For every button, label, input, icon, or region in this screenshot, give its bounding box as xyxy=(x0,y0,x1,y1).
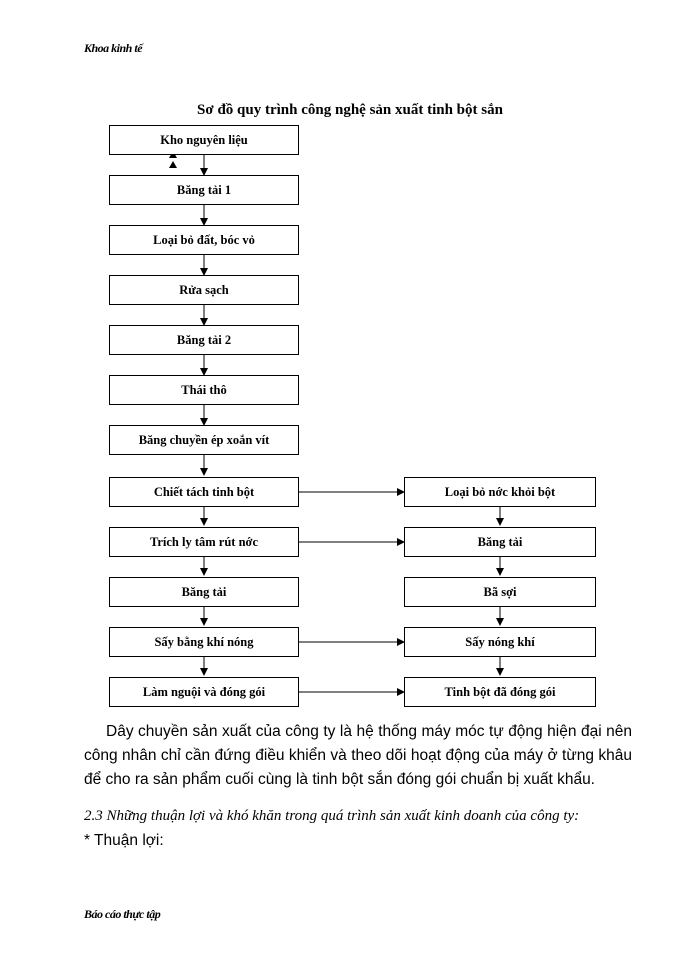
flow-step-conveyor-1: Băng tải 1 xyxy=(109,175,299,205)
flow-step-screw-press: Băng chuyền ép xoắn vít xyxy=(109,425,299,455)
flow-step-hot-drying: Sấy nóng khí xyxy=(404,627,596,657)
flow-step-right-conveyor: Băng tải xyxy=(404,527,596,557)
bullet-advantages: * Thuận lợi: xyxy=(84,832,164,849)
flow-step-remove-soil-peel: Loại bỏ đất, bóc vỏ xyxy=(109,225,299,255)
flow-step-cool-and-pack: Làm nguội và đóng gói xyxy=(109,677,299,707)
diagram-title: Sơ đồ quy trình công nghệ sản xuất tinh bột sắn xyxy=(197,102,503,118)
flow-step-fiber-residue: Bã sợi xyxy=(404,577,596,607)
flow-step-raw-material-storage: Kho nguyên liệu xyxy=(109,125,299,155)
page-header: Khoa kinh tế xyxy=(84,41,143,55)
flow-step-centrifuge: Trích ly tâm rút nớc xyxy=(109,527,299,557)
flow-step-washing: Rửa sạch xyxy=(109,275,299,305)
flow-step-coarse-slicing: Thái thô xyxy=(109,375,299,405)
section-heading: 2.3 Những thuận lợi và khó khăn trong quá trình sản xuất kinh doanh của công ty: xyxy=(84,808,580,824)
flow-step-conveyor-2: Băng tải 2 xyxy=(109,325,299,355)
page-footer: Báo cáo thực tập xyxy=(84,907,161,921)
flow-step-remove-water: Loại bỏ nớc khỏi bột xyxy=(404,477,596,507)
flow-step-packed-starch: Tinh bột đã đóng gói xyxy=(404,677,596,707)
body-paragraph: Dây chuyền sản xuất của công ty là hệ thống máy móc tự động hiện đại nên công nhân chỉ cần đứng điều khiển và theo dõi hoạt động của máy ở từng khâu để cho ra sản phẩm cuối cùng là tinh bột sắn đóng gói chuẩn bị xuất khẩu. xyxy=(84,723,632,788)
flow-step-hot-air-drying: Sấy bằng khí nóng xyxy=(109,627,299,657)
up-arrow-mark-2 xyxy=(169,161,177,168)
flow-step-starch-extraction: Chiết tách tinh bột xyxy=(109,477,299,507)
flow-step-conveyor-3: Băng tải xyxy=(109,577,299,607)
